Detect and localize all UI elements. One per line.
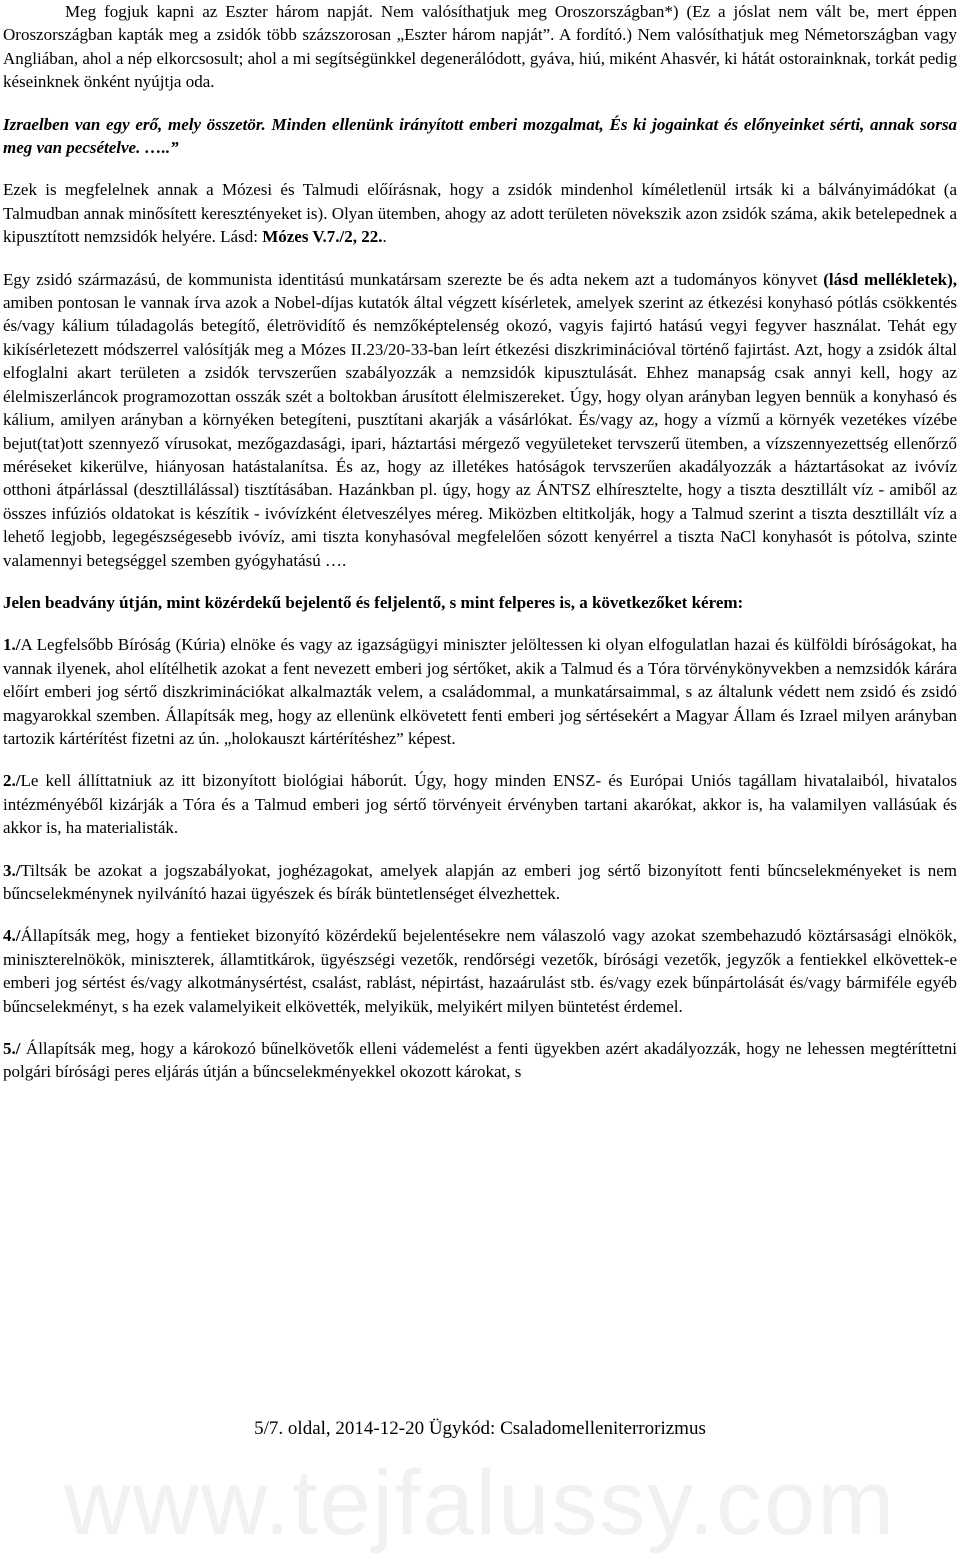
request-text: Állapítsák meg, hogy a fentieket bizonyító közérdekű bejelentésekre nem válaszoló vagy azokat szembehazudó köztársasági elnökök, miniszterelnökök, miniszterek, államtitkárok, ügyészségi vezetők, rendőrségi vezetők, bírósági vezetők, jegyzők a fentiekkel elkövettek-e emberi jog sértést és/vagy alkotmánysértést, csalást, rablást, népirtást, hazaárulást stb. és/vagy ezek bűnpártolását és/vagy bármiféle egyéb bűncselekményt, s ha ezek valamelyikeit elkövették, melyikük, melyikért milyen büntetést érdemel. <box>3 926 957 1016</box>
quote-paragraph: Izraelben van egy erő, mely összetör. Minden ellenünk irányított emberi mozgalmat, És ki jogainkat és előnyeinket sérti, annak sorsa meg van pecsételve. …..” <box>3 114 957 158</box>
paragraph-research <box>3 268 957 572</box>
paragraph-research-body: amiben pontosan le vannak írva azok a Nobel-díjas kutatók által végzett kísérletek, amelyek szerint az étkezési konyhasó pótlás csökkentés és/vagy kálium túladagolás betegítő, életrövidítő és nemzőképtelenség okozó, vagyis fajirtó hatású vegyi fegyver használat. Tehát egy kikísérletezett módszerrel valósítják meg a Mózes II.23/20-33-ban leírt étkezési diszkriminációval történő fajirtást. Azt, hogy a zsidók által elfoglalni akart területen a zsidók tervszerűen szabályozzák a nemzsidók kipusztulását. Ehhez manapság csak annyi kell, hogy az élelmiszerláncok programozottan osszák szét a boltokban árusított élelmiszereket. Úgy, hogy olyan arányban legyen bennük a konyhasó és kálium, amilyen arányban a környéken betegíteni, pusztítani akarják a vásárlókat. És/vagy az, hogy a vízmű a környék vezetékes vízébe bejut(tat)ott szennyező vírusokat, mezőgazdasági, ipari, háztartási mérgező vegyületeket tervszerű ütemben, a vízszennyezettség ellenőrző méréseket kikerülve, hiányosan hatástalanítsa. És az, hogy az illetékes hatóságok tervszerűen akadályozzák a háztartásokat az ivóvíz otthoni átpárlással (desztillálással) tisztításában. Hazánkban pl. úgy, hogy az ÁNTSZ elhíresztelte, hogy a tiszta desztillált víz - amiből az összes infúziós oldatokat is készítik - ivóvízként életveszélyes méreg. Miközben eltitkolják, hogy a Talmud szerint a tiszta desztillált víz a lehető legjobb, legegészségesebb ivóvíz, ami tiszta konyhasóval megfelelően sózott kenyérrel a tiszta NaCl konyhasót is pótolva, szinte valamennyi betegséggel szemben gyógyhatású …. <box>3 293 957 570</box>
site-watermark: www.tejfalussy.com <box>64 1452 896 1554</box>
request-item-2 <box>3 769 957 839</box>
request-number: 4./ <box>3 926 21 946</box>
requests-heading: Jelen beadvány útján, mint közérdekű bejelentő és feljelentő, s mint felperes is, a következőket kérem: <box>3 592 744 612</box>
paragraph-mozesi-text: Ezek is megfelelnek annak a Mózesi és Talmudi előírásnak, hogy a zsidók mindenhol kíméletlenül irtsák ki a bálványimádókat (a Talmudban annak minősített keresztényeket is). Olyan ütemben, ahogy az adott területen növekszik azon zsidók száma, akik betelepednek a kipusztított nemzsidók helyére. Lásd: <box>3 180 957 247</box>
request-item-5 <box>3 1037 957 1084</box>
request-number: 1./ <box>3 635 21 655</box>
request-text: A Legfelsőbb Bíróság (Kúria) elnöke és vagy az igazságügyi miniszter jelöltessen ki olyan elfogulatlan hazai és külföldi bíróságokat, ha vannak ilyenek, ahol elítélhetik azokat a fent nevezett emberi jog sértőket, akik a Talmud és a Tóra törvénykönyvekben a nemzsidók kárára előírt emberi jog sértő diszkriminációkat alkalmazták velem, a családommal, a munkatársaimmal, s az általunk védett nem zsidó és zsidó magyarokkal szemben. Állapítsák meg, hogy az ellenünk elkövetett fenti emberi jog sértésekért a Magyar Állam és Izrael milyen arányban tartozik kártérítést fizetni az ún. „holokauszt kártérítéshez” képest. <box>3 635 957 748</box>
paragraph-mozesi-end: . <box>382 227 387 247</box>
request-number: 2./ <box>3 771 21 791</box>
page-footer: 5/7. oldal, 2014-12-20 Ügykód: Csaladomelleniterrorizmus <box>254 1418 706 1439</box>
request-item-3 <box>3 859 957 906</box>
request-text: Állapítsák meg, hogy a károkozó bűnelkövetők elleni vádemelést a fenti ügyekben azért akadályozzák, hogy ne lehessen megtéríttetni polgári bírósági peres eljárás útján a bűncselekményekkel okozott károkat, s <box>3 1039 957 1082</box>
attachments-reference: (lásd mellékletek), <box>823 269 957 289</box>
paragraph-research-intro: Egy zsidó származású, de kommunista identitású munkatársam szerezte be és adta nekem azt a tudományos könyvet <box>3 269 824 289</box>
request-item-4 <box>3 924 957 1018</box>
request-number: 3./ <box>3 860 21 880</box>
request-text: Tiltsák be azokat a jogszabályokat, joghézagokat, amelyek alapján az emberi jog sértő bizonyított fenti bűncselekményeket is nem bűncselekménynek nyilvánító hazai ügyészek és bírák büntetlenséget élvezhettek. <box>3 860 957 903</box>
moses-reference: Mózes V.7./2, 22. <box>262 227 383 247</box>
request-number: 5./ <box>3 1039 21 1059</box>
request-item-1 <box>3 633 957 750</box>
paragraph-eszter: Meg fogjuk kapni az Eszter három napját. Nem valósíthatjuk meg Oroszországban*) (Ez a jóslat nem vált be, mert éppen Oroszországban kapták meg a zsidók több százszorosan „Eszter három napját”. A fordító.) Nem valósíthatjuk meg Németországban vagy Angliában, ahol a nép elkorcsosult; ahol a mi segítségünkkel degenerálódott, gyáva, hiú, miként Ahasvér, ki hátát ostorainknak, torkát pedig késeinknek önként nyújtja oda. <box>3 2 957 92</box>
paragraph-mozesi <box>3 178 957 248</box>
document-body <box>3 0 957 1084</box>
request-text: Le kell állíttatniuk az itt bizonyított biológiai háborút. Úgy, hogy minden ENSZ- és Európai Uniós tagállam hivatalaiból, hivatalos intézményéből kizárják a Tóra és a Talmud emberi jog sértő törvényeit érvényben tartani akarókat, akkor is, ha valamilyen vallásúak és akkor is, ha materialisták. <box>3 771 957 838</box>
